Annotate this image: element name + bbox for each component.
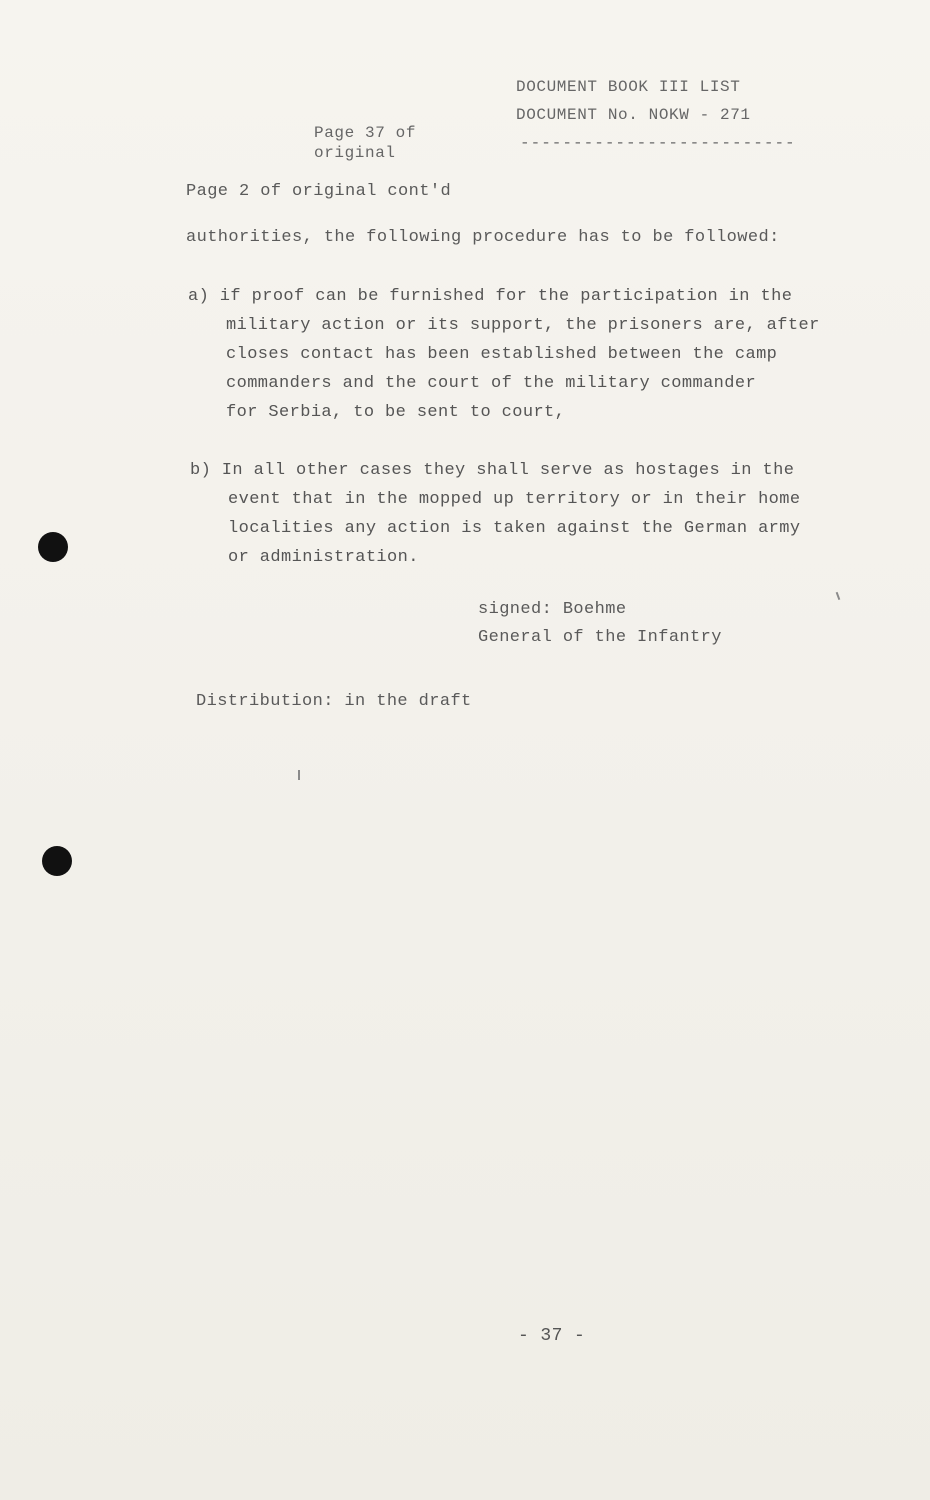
item-a-line4: commanders and the court of the military commander — [226, 374, 757, 393]
punch-hole-top — [38, 532, 68, 562]
item-a-line1: a) if proof can be furnished for the participation in the — [188, 287, 793, 306]
document-book-label: DOCUMENT BOOK III LIST — [516, 78, 741, 96]
distribution-note: Distribution: in the draft — [196, 692, 472, 711]
item-b-line4: or administration. — [228, 548, 419, 567]
stray-mark — [836, 592, 840, 600]
item-b-line1: b) In all other cases they shall serve as hostages in the — [190, 461, 795, 480]
item-a-line2: military action or its support, the prisoners are, after — [226, 316, 820, 335]
continuation-note: Page 2 of original cont'd — [186, 182, 452, 201]
item-b-line3: localities any action is taken against the German army — [228, 519, 801, 538]
page-reference-line1: Page 37 of — [314, 124, 417, 142]
page-number: - 37 - — [518, 1326, 586, 1346]
header-separator: -------------------------- — [520, 134, 796, 152]
signatory-title: General of the Infantry — [478, 628, 722, 647]
page-reference-line2: original — [314, 144, 396, 162]
document-number: DOCUMENT No. NOKW - 271 — [516, 106, 751, 124]
stray-mark — [298, 770, 300, 780]
item-b-line2: event that in the mopped up territory or in their home — [228, 490, 801, 509]
signature-line: signed: Boehme — [478, 600, 627, 619]
intro-text: authorities, the following procedure has to be followed: — [186, 228, 780, 247]
item-a-line5: for Serbia, to be sent to court, — [226, 403, 566, 422]
punch-hole-bottom — [42, 846, 72, 876]
item-a-line3: closes contact has been established between the camp — [226, 345, 778, 364]
